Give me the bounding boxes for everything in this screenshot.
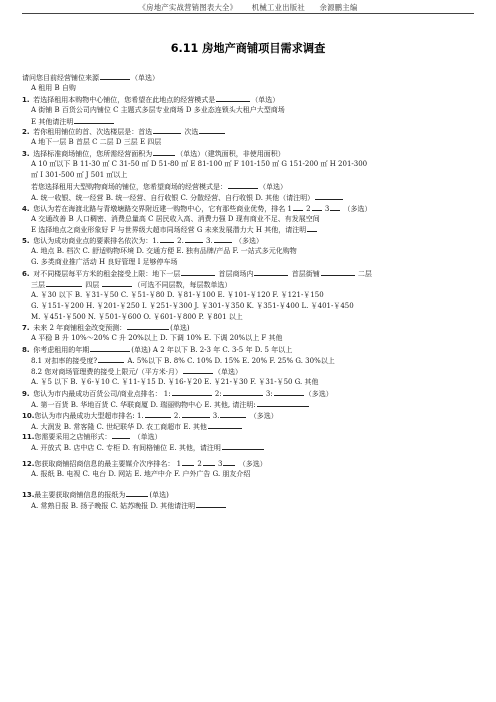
question-line <box>22 203 474 214</box>
answer-blank[interactable] <box>127 322 169 330</box>
option-line <box>22 399 474 410</box>
option-line <box>22 469 474 480</box>
line-text: A. 第一百货 B. 华地百货 C. 华联商厦 D. 瑞丽购物中心 E. 其他, 请注明: <box>31 400 256 409</box>
header-publisher: 机械工业出版社 <box>251 3 305 12</box>
option-line <box>22 116 474 127</box>
survey-body <box>22 72 474 511</box>
answer-blank[interactable] <box>100 72 130 80</box>
line-text: 未来 2 年商铺租金改变预测： <box>31 324 127 333</box>
line-text: E 其他请注明 <box>31 117 74 126</box>
line-text: ㎡ I 301-500 ㎡ J 501 ㎡以上 <box>31 171 128 180</box>
question-line <box>22 94 474 105</box>
answer-blank[interactable] <box>183 366 213 374</box>
line-text: 2 <box>195 460 202 469</box>
line-text: 对不同楼层每平方米的租金接受上限：地下一层 <box>31 270 181 279</box>
answer-blank[interactable] <box>274 388 304 396</box>
line-text: 四层 <box>83 280 102 289</box>
header-book-title: 《房地产实战营销图表大全》 <box>138 3 238 12</box>
answer-blank[interactable] <box>214 235 232 243</box>
option-line <box>22 355 474 366</box>
line-text: 2: <box>212 389 222 398</box>
line-text: （单选）（建筑面积，非使用面积） <box>176 150 285 159</box>
option-line <box>22 192 474 203</box>
line-text: A 租用 B 自购 <box>31 83 76 92</box>
line-text: 您认为若在海渡北路与青墩塘路交界附近建一购物中心，它有那些商业优势，排名 1 <box>31 204 292 213</box>
answer-blank[interactable] <box>315 192 343 200</box>
line-text: 3: <box>263 389 273 398</box>
line-text: A. 5%以下 B. 8% C. 10% D. 15% E. 20% F. 25% G. 30%以上 <box>125 357 335 366</box>
answer-blank[interactable] <box>228 181 258 189</box>
answer-blank[interactable] <box>208 421 242 429</box>
answer-blank[interactable] <box>199 126 225 134</box>
line-text: A. 报纸 B. 电视 C. 电台 D. 网站 E. 地产中介 F. 户外广告 G. 朋友介绍 <box>31 470 251 479</box>
line-text: 首层街铺 <box>289 270 320 279</box>
line-text: （单选） <box>251 95 280 104</box>
option-line <box>22 333 474 344</box>
answer-blank[interactable] <box>74 116 114 124</box>
line-text: （单选） <box>259 182 287 191</box>
answer-blank[interactable] <box>196 500 226 508</box>
option-line <box>22 181 474 192</box>
answer-blank[interactable] <box>126 489 148 497</box>
line-text: 若您选择租用大型购物商场的铺位，您希望商场的经营模式是： <box>31 182 227 191</box>
option-line <box>22 137 474 148</box>
header-editor: 余源鹏主编 <box>319 3 358 12</box>
answer-blank[interactable] <box>216 94 250 102</box>
option-line <box>22 246 474 257</box>
answer-blank[interactable] <box>312 203 322 211</box>
option-line <box>22 366 474 377</box>
line-text: （单选） <box>131 433 162 442</box>
line-text: A 平稳 B 升 10%～20% C 升 20%以上 D. 下调 10% E. 下调 20%以上 F 其他 <box>31 334 283 343</box>
question-line <box>22 268 474 279</box>
line-text: 若你租用铺位的首、次选楼层是：首选 <box>31 128 153 137</box>
line-text: A 地下一层 B 首层 C 二层 D 三层 E 四层 <box>31 138 162 147</box>
option-line <box>22 224 474 235</box>
line-text: 2. <box>174 237 184 246</box>
answer-blank[interactable] <box>46 279 82 287</box>
answer-blank[interactable] <box>185 235 203 243</box>
line-text: A 10 ㎡以下 B 11-30 ㎡ C 31-50 ㎡ D 51-80 ㎡ E 81-100 ㎡ F 101-150 ㎡ G 151-200 ㎡ H 201-300 <box>31 160 368 169</box>
question-line <box>22 344 474 355</box>
question-line <box>22 126 474 137</box>
page-title: 6.11 房地产商铺项目需求调查 <box>170 42 326 55</box>
line-text: A. 常熟日报 B. 扬子晚报 C. 姑苏晚报 D. 其他请注明 <box>31 501 196 510</box>
answer-blank[interactable] <box>182 458 194 466</box>
line-text: A. ￥30 以下 B. ￥31-￥50 C. ￥51-￥80 D. ￥81-￥100 E. ￥101-￥120 F. ￥121-￥150 <box>31 290 324 299</box>
line-text: 最主要获取商铺信息的报纸为 <box>34 490 126 499</box>
spacer <box>22 480 474 489</box>
line-text: E 选择地点之商业形象好 F 与世界级大超市同场经营 G 未来发展潜力大 H 其他，请注明 <box>31 226 307 235</box>
answer-blank[interactable] <box>254 268 288 276</box>
line-text: A. 开放式 B. 店中店 C. 专柜 D. 有间格铺位 E. 其他，请注明 <box>31 444 221 453</box>
line-text: （多选） <box>304 389 333 398</box>
line-text: 3 <box>322 204 330 213</box>
line-text: 您认为市内最成功大型超市排名: 1. <box>34 411 144 420</box>
option-line <box>22 500 474 511</box>
running-header <box>0 2 496 13</box>
question-line <box>22 458 474 469</box>
line-text: A. 统一收银、统一经营 B. 统一经营、自行收银 C. 分散经营、自行收银 D. 其他（请注明） <box>31 193 315 202</box>
line-text: A. ￥5 以下 B. ￥6-￥10 C. ￥11-￥15 D. ￥16-￥20 E. ￥21-￥30 F. ￥31-￥50 G. 其他 <box>31 377 319 386</box>
line-text: 3. <box>210 411 220 420</box>
question-line <box>22 410 474 421</box>
answer-blank[interactable] <box>172 388 212 396</box>
option-line <box>22 301 474 312</box>
answer-blank[interactable] <box>181 268 215 276</box>
answer-blank[interactable] <box>203 458 215 466</box>
option-line <box>22 377 474 388</box>
question-line <box>22 235 474 246</box>
question-line <box>22 431 474 442</box>
question-number: 2. <box>22 128 30 137</box>
answer-blank[interactable] <box>160 235 174 243</box>
line-text: （多选） <box>247 411 278 420</box>
answer-blank[interactable] <box>321 268 355 276</box>
line-text: G. 多类商业推广活动 H 良好管理 I 足够停车场 <box>31 258 178 267</box>
line-text: 3 <box>215 460 223 469</box>
line-text: （多选） <box>232 237 263 246</box>
line-text: （单选） <box>213 368 242 377</box>
line-text: 次选 <box>182 128 199 137</box>
answer-blank[interactable] <box>112 431 130 439</box>
line-text: 8.1 对扣率的接受度? <box>31 357 98 366</box>
answer-blank[interactable] <box>102 279 132 287</box>
question-line <box>22 388 474 399</box>
line-text: （多选） <box>236 460 267 469</box>
line-text: 你考虑租用的年期 <box>31 346 90 355</box>
answer-blank[interactable] <box>223 458 235 466</box>
question-number: 5. <box>22 237 30 246</box>
line-text: 8.2 您对商场管理费的接受上限元/（平方米·月） <box>31 368 182 377</box>
line-text: M. ￥451-￥500 N. ￥501-￥600 O. ￥601-￥800 P. ￥801 以上 <box>31 312 243 321</box>
line-text: （可选不同层数，每层数单选） <box>133 280 232 289</box>
question-line <box>22 322 474 333</box>
line-text: 选择标准商场铺位，您所需经营面积为 <box>31 150 153 159</box>
line-text: 2. <box>171 411 181 420</box>
answer-blank[interactable] <box>220 410 246 418</box>
option-line <box>22 170 474 181</box>
answer-blank[interactable] <box>153 126 181 134</box>
line-text: A. 地点 B. 档次 C. 舒适购物环境 D. 交通方便 E. 独有品牌/产品 F. 一站式多元化购物 <box>31 247 297 256</box>
line-text: (单选) <box>149 490 169 499</box>
question-number: 8. <box>22 346 30 355</box>
line-text: (单选) A 2 年以下 B. 2-3 年 C. 3-5 年 D. 5 年以上 <box>131 346 293 355</box>
line-text: A. 大润发 B. 常客隆 C. 世纪联华 D. 农工商超市 E. 其他 <box>31 422 207 431</box>
line-text: G. ￥151-￥200 H. ￥201-￥250 I. ￥251-￥300 J. ￥301-￥350 K. ￥351-￥400 L. ￥401-￥450 <box>31 301 354 310</box>
line-text: (单选) <box>170 324 190 333</box>
option-line <box>22 72 474 83</box>
answer-blank[interactable] <box>222 442 264 450</box>
option-line <box>22 105 474 116</box>
line-text: 三层 <box>31 280 45 289</box>
question-number: 3. <box>22 150 30 159</box>
line-text: 2 <box>303 204 311 213</box>
answer-blank[interactable] <box>90 344 130 352</box>
line-text: 若选择租用本购物中心铺位，您希望在此地点的经营模式是 <box>31 95 216 104</box>
option-line <box>22 312 474 323</box>
answer-blank[interactable] <box>223 388 263 396</box>
answer-blank[interactable] <box>145 410 171 418</box>
line-text: 您需要采用之店铺形式： <box>34 433 112 442</box>
answer-blank[interactable] <box>293 203 303 211</box>
question-line <box>22 489 474 500</box>
question-number: 7. <box>22 324 30 333</box>
line-text: 3. <box>203 237 213 246</box>
header-rule <box>22 13 474 14</box>
question-number: 13. <box>22 490 35 499</box>
line-text: 您认为市内最成功百货公司/商业点排名： 1: <box>31 389 171 398</box>
option-line <box>22 257 474 268</box>
question-number: 9. <box>22 389 30 398</box>
question-number: 12. <box>22 460 35 469</box>
answer-blank[interactable] <box>98 355 124 363</box>
answer-blank[interactable] <box>182 410 210 418</box>
line-text: 首层商场内 <box>216 270 254 279</box>
option-line <box>22 421 474 432</box>
line-text: （多选） <box>341 204 372 213</box>
question-number: 6. <box>22 270 30 279</box>
option-line <box>22 290 474 301</box>
option-line <box>22 83 474 94</box>
question-number: 1. <box>22 95 30 104</box>
line-text: 您认为成功商业点的要素排名依次为：1. <box>31 237 159 246</box>
line-text: （单选） <box>131 74 159 82</box>
option-line <box>22 214 474 225</box>
answer-blank[interactable] <box>330 203 340 211</box>
answer-blank[interactable] <box>257 399 309 407</box>
question-number: 11. <box>22 433 35 442</box>
line-text: 您获取商铺招商信息的最主要媒介次序排名： 1 <box>34 460 182 469</box>
line-text: 二层 <box>355 270 372 279</box>
line-text: A 街铺 B 百货公司内铺位 C 主题式多层专业商场 D 多业态连锁头大租户大型商场 <box>31 105 285 114</box>
line-text: 请问您目前经营铺位来源 <box>22 74 99 82</box>
question-number: 10. <box>22 411 35 420</box>
option-line <box>22 159 474 170</box>
option-line <box>22 279 474 290</box>
option-line <box>22 442 474 453</box>
line-text: A 交通改善 B 人口稠密、消费总量高 C 居民收入高、消费力强 D 现有商业不足、有发展空间 <box>31 214 320 223</box>
answer-blank[interactable] <box>307 224 317 232</box>
question-number: 4. <box>22 204 30 213</box>
question-line <box>22 148 474 159</box>
answer-blank[interactable] <box>153 148 175 156</box>
